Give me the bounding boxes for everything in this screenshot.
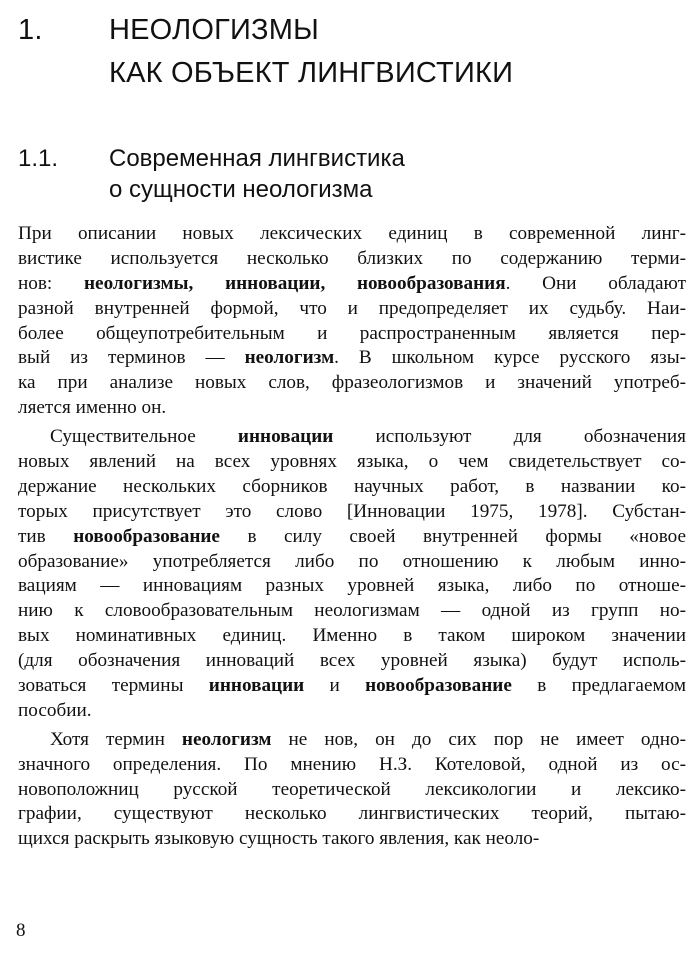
text-run: не нов, он до сих пор не имеет одно- (271, 728, 686, 750)
text-run: образование» употребляется либо по отношению к любым инно- (18, 550, 686, 572)
chapter-number: 1. (18, 14, 43, 46)
text-line (18, 247, 686, 272)
text-run: используют для обозначения (333, 426, 686, 448)
text-line (18, 624, 686, 649)
text-run: новых явлений на всех уровнях языка, о чем свидетельствует со- (18, 451, 686, 473)
text-run: зоваться термины (18, 675, 209, 697)
text-run: держание нескольких сборников научных работ, в названии ко- (18, 475, 686, 497)
section-title-line-1: Современная лингвистика (109, 145, 405, 172)
bold-term: новообразование (365, 675, 512, 697)
text-run: ка при анализе новых слов, фразеологизмов и значений употреб- (18, 372, 686, 394)
text-run: вых номинативных единиц. Именно в таком широком значении (18, 625, 686, 647)
text-run: При описании новых лексических единиц в современной линг- (18, 223, 686, 244)
text-run: тив (18, 525, 74, 547)
bold-term: инновации (237, 426, 334, 448)
text-line (18, 297, 686, 322)
text-line (18, 778, 686, 803)
text-line (18, 371, 686, 396)
text-line (18, 425, 686, 450)
text-run: в силу своей внутренней формы «новое (219, 525, 686, 547)
text-run: вый из терминов — (18, 347, 245, 369)
text-run: значного определения. По мнению Н.З. Котеловой, одной из ос- (18, 753, 686, 775)
text-run: новоположниц русской теоретической лексикологии и лексико- (18, 778, 686, 800)
text-run: более общеупотребительным и распространенным является пер- (18, 322, 686, 344)
text-line (18, 674, 686, 699)
paragraph (18, 728, 686, 852)
text-line (18, 599, 686, 624)
chapter-title-line-1: НЕОЛОГИЗМЫ (109, 14, 319, 46)
text-line (18, 802, 686, 827)
text-run: . Они обладают (505, 272, 686, 294)
text-run: ляется именно он. (18, 397, 167, 419)
text-line (18, 649, 686, 674)
page-number: 8 (16, 920, 26, 941)
text-run: (для обозначения инноваций всех уровней языка) будут исполь- (18, 650, 686, 672)
text-run: нию к словообразовательным неологизмам — одной из групп но- (18, 600, 686, 622)
text-run: щихся раскрыть языковую сущность такого явления, как неоло- (18, 828, 540, 850)
text-line (18, 222, 686, 247)
text-line (18, 475, 686, 500)
text-run: торых присутствует это слово [Инновации 1975, 1978]. Субстан- (18, 500, 686, 522)
text-run: графии, существуют несколько лингвистических теорий, пытаю- (18, 803, 686, 825)
text-run: вациям — инновациям разных уровней языка, либо по отноше- (18, 575, 686, 597)
paragraph (18, 222, 686, 421)
text-run: пособии. (18, 699, 92, 721)
text-run: Существительное (50, 426, 238, 448)
bold-term: неологизм (181, 728, 272, 750)
text-line (18, 525, 686, 550)
text-run: нов: (18, 272, 84, 294)
text-run: в предлагаемом (511, 675, 686, 697)
text-run: . В школьном курсе русского язы- (334, 347, 686, 369)
section-number: 1.1. (18, 145, 59, 172)
text-line (18, 550, 686, 575)
text-line (18, 699, 686, 724)
text-run: Хотя термин (50, 728, 182, 750)
section-title-line-2: о сущности неологизма (109, 176, 373, 203)
text-line (18, 574, 686, 599)
text-line (18, 500, 686, 525)
paragraph (18, 425, 686, 724)
text-line (18, 728, 686, 753)
bold-term: неологизм (244, 347, 335, 369)
text-run: разной внутренней формой, что и предопределяет их судьбу. Наи- (18, 297, 686, 319)
text-run: вистике используется несколько близких по содержанию терми- (18, 247, 686, 269)
text-line (18, 396, 686, 421)
text-line (18, 753, 686, 778)
text-line (18, 322, 686, 347)
text-line (18, 827, 686, 852)
text-line (18, 450, 686, 475)
bold-term: неологизмы, инновации, новообразования (84, 272, 506, 294)
text-run: и (304, 675, 366, 697)
body-text (18, 222, 686, 852)
text-line (18, 346, 686, 371)
text-line (18, 272, 686, 297)
bold-term: инновации (208, 675, 305, 697)
chapter-title-line-2: КАК ОБЪЕКТ ЛИНГВИСТИКИ (109, 57, 514, 89)
bold-term: новообразование (73, 525, 220, 547)
